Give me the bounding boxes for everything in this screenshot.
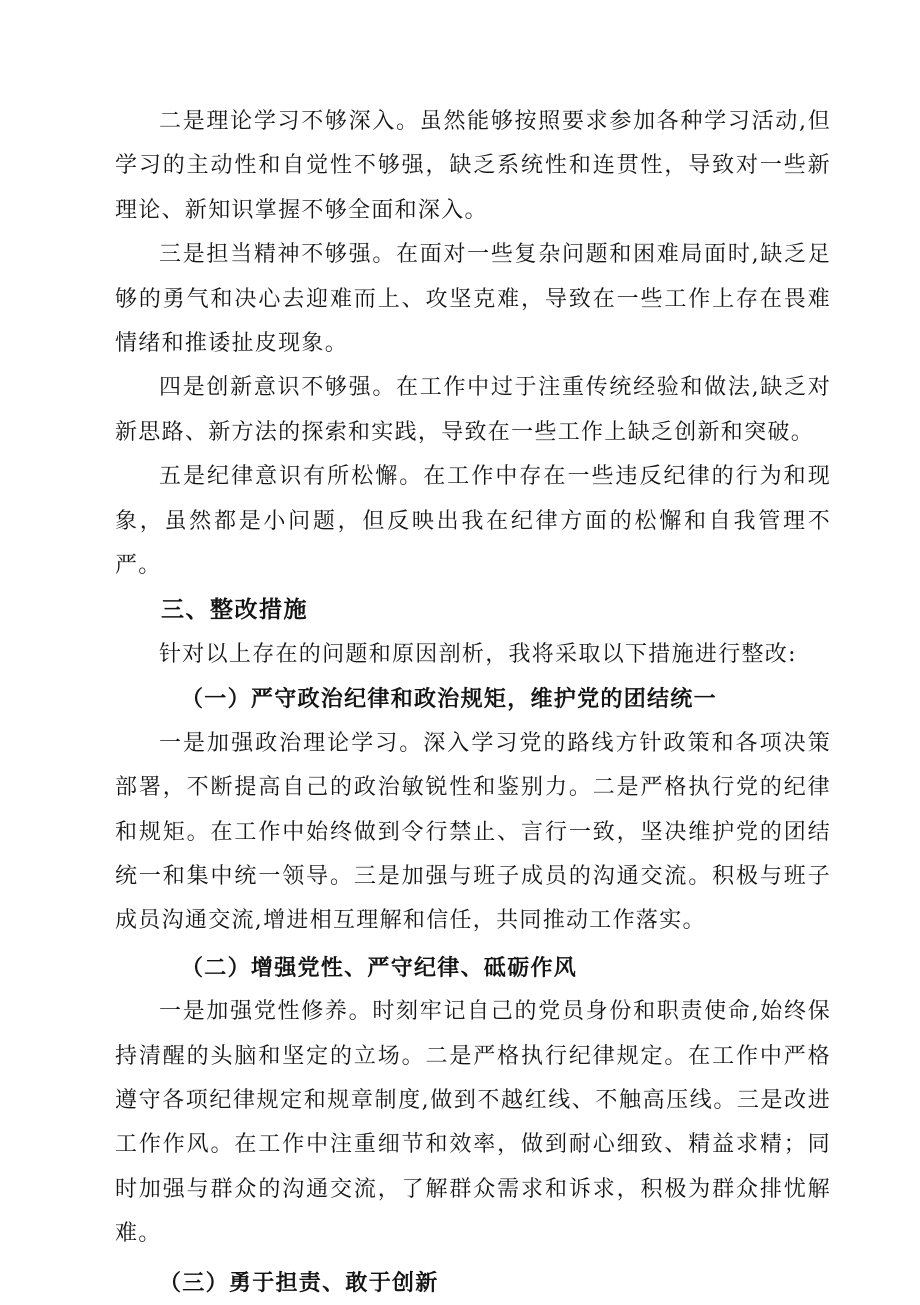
- paragraph-theory-study: 二是理论学习不够深入。虽然能够按照要求参加各种学习活动,但学习的主动性和自觉性不够强，缺乏系统性和连贯性，导致对一些新理论、新知识掌握不够全面和深入。: [115, 109, 831, 223]
- paragraph-subsection-2: 一是加强党性修养。时刻牢记自己的党员身份和职责使命,始终保持清醒的头脑和坚定的立场。二是严格执行纪律规定。在工作中严格遵守各项纪律规定和规章制度,做到不越红线、不触高压线。三是改进工作作风。在工作中注重细节和效率，做到耐心细致、精益求精；同时加强与群众的沟通交流，了解群众需求和诉求，积极为群众排忧解难。: [115, 999, 831, 1247]
- subsection-heading-1: （一）严守政治纪律和政治规矩，维护党的团结统一: [181, 686, 717, 713]
- document-body: [115, 100, 831, 1305]
- subsection-heading-3: （三）勇于担责、敢于创新: [159, 1269, 439, 1296]
- paragraph-responsibility: 三是担当精神不够强。在面对一些复杂问题和困难局面时,缺乏足够的勇气和决心去迎难而上、攻坚克难，导致在一些工作上存在畏难情绪和推诿扯皮现象。: [115, 242, 831, 357]
- paragraph-subsection-1: 一是加强政治理论学习。深入学习党的路线方针政策和各项决策部署，不断提高自己的政治敏锐性和鉴别力。二是严格执行党的纪律和规矩。在工作中始终做到令行禁止、言行一致，坚决维护党的团结统一和集中统一领导。三是加强与班子成员的沟通交流。积极与班子成员沟通交流,增进相互理解和信任，共同推动工作落实。: [115, 730, 831, 934]
- subsection-heading-2: （二）增强党性、严守纪律、砥砺作风: [181, 954, 578, 981]
- paragraph-innovation: 四是创新意识不够强。在工作中过于注重传统经验和做法,缺乏对新思路、新方法的探索和实践，导致在一些工作上缺乏创新和突破。: [115, 375, 831, 445]
- paragraph-discipline: 五是纪律意识有所松懈。在工作中存在一些违反纪律的行为和现象，虽然都是小问题，但反映出我在纪律方面的松懈和自我管理不严。: [115, 464, 831, 579]
- section-heading-rectification: 三、整改措施: [161, 597, 308, 624]
- paragraph-intro: 针对以上存在的问题和原因剖析，我将采取以下措施进行整改:: [159, 641, 797, 667]
